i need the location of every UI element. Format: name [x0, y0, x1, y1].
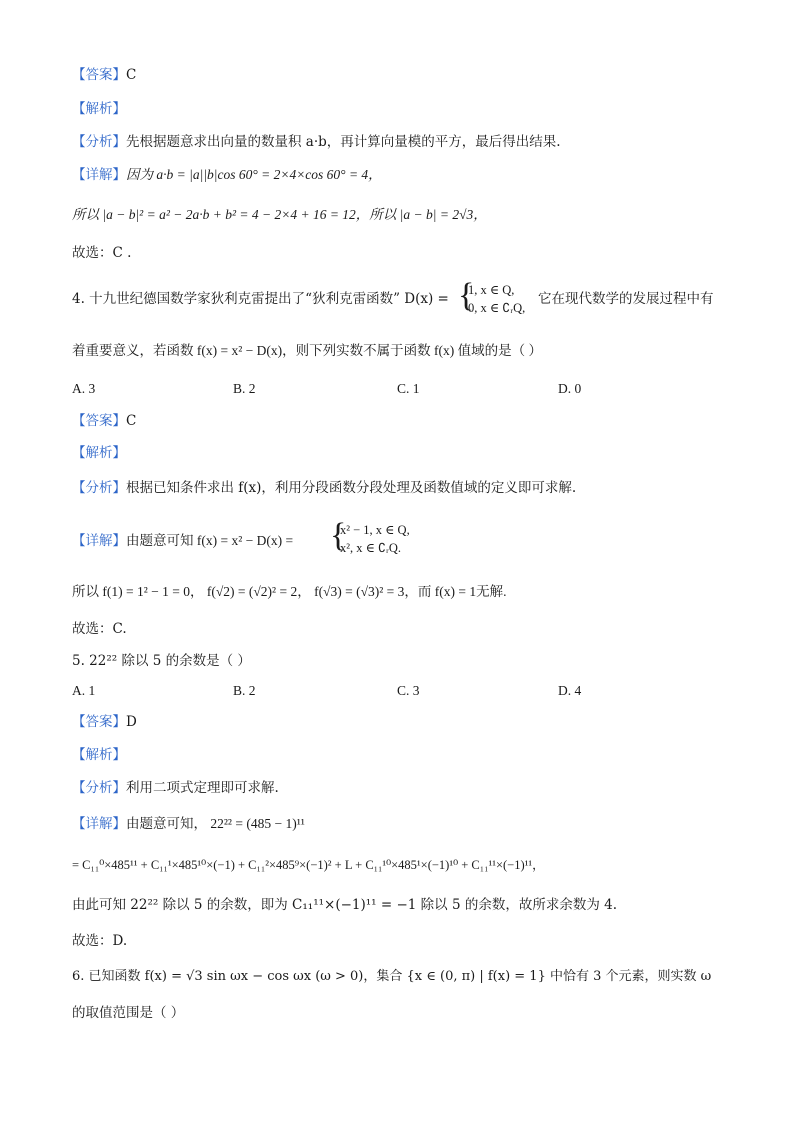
q3-detail2-line: [72, 206, 734, 224]
q5-option-c: C. 3: [397, 683, 420, 698]
piecewise-row-1: 1, x ∈ Q,: [468, 283, 515, 297]
q3-detail-line: [72, 166, 734, 184]
q3-detail2-text: 所以 |a − b|² = a² − 2a·b + b² = 4 − 2×4 + 16 = 12，所以 |a − b| = 2√3，: [72, 207, 487, 222]
piecewise-row-2: 0, x ∈ ∁ᵣQ,: [468, 301, 526, 315]
q4-detail-a: 由题意可知 f(x) = x² − D(x) =: [126, 533, 294, 548]
q5-answer: D: [126, 714, 137, 730]
q4-detail-line: 【详解】由题意可知 f(x) = x² − D(x) =: [72, 533, 294, 549]
q4-option-a: A. 3: [72, 381, 96, 396]
answer-label: 【答案】: [72, 67, 126, 83]
q5-option-b: B. 2: [233, 683, 256, 698]
q4-stem-line2: [72, 342, 734, 360]
q5-answer-line: 【答案】D: [72, 714, 137, 730]
q4-fenxi-line: 【分析】根据已知条件求出 f(x)，利用分段函数分段处理及函数值域的定义即可求解.: [72, 480, 577, 496]
q5-detail2-text: 由此可知 22²² 除以 5 的余数，即为 C₁₁¹¹×(−1)¹¹ = −1 除以 5 的余数，故所求余数为 4.: [72, 897, 618, 913]
q4-stem-a: 4. 十九世纪德国数学家狄利克雷提出了“狄利克雷函数” D(x) =: [72, 291, 449, 307]
q5-expansion: = C₁₁⁰×485¹¹ + C₁₁¹×485¹⁰×(−1) + C₁₁²×485⁹×(−1)² + L + C₁₁¹⁰×485¹×(−1)¹⁰ + C₁₁¹¹×(−1)¹¹，: [72, 858, 545, 872]
q5-detail-line: 【详解】由题意可知， 22²² = (485 − 1)¹¹: [72, 816, 305, 832]
q4-option-b: B. 2: [233, 381, 256, 396]
q4-answer-line: 【答案】C: [72, 413, 137, 429]
q3-detail-text: 因为 a·b = |a||b|cos 60° = 2×4×cos 60° = 4，: [126, 167, 382, 182]
q4-answer: C: [126, 413, 137, 429]
fenxi-label: 【分析】: [72, 134, 126, 150]
q5-fenxi-text: 利用二项式定理即可求解.: [126, 780, 279, 796]
q3-answer-line: [72, 66, 734, 84]
left-brace: {: [458, 277, 475, 314]
q5-stem-line: [72, 652, 734, 670]
q5-option-d: D. 4: [558, 683, 582, 698]
q3-fenxi-line: [72, 133, 734, 151]
q4-piecewise-f: { x² − 1, x ∈ Q, x², x ∈ ∁ᵣQ.: [330, 517, 410, 555]
q3-answer: C: [126, 67, 137, 83]
q6-stem-line2: [72, 1004, 734, 1022]
q5-option-a: A. 1: [72, 683, 96, 698]
q4-fenxi-text: 根据已知条件求出 f(x)，利用分段函数分段处理及函数值域的定义即可求解.: [126, 480, 577, 496]
q6-stem2: 的取值范围是（ ）: [72, 1005, 185, 1021]
q5-expansion-line: [72, 856, 734, 874]
q4-conclusion: 故选：C.: [72, 621, 127, 637]
q5-detail-text: 由题意可知， 22²² = (485 − 1)¹¹: [126, 816, 305, 831]
q6-stem: 6. 已知函数 f(x) = √3 sin ωx − cos ωx (ω > 0)，集合 {x ∈ (0, π) | f(x) = 1} 中恰有 3 个元素，则实数 ω: [72, 969, 712, 984]
q4-stem-c: 着重要意义，若函数 f(x) = x² − D(x)，则下列实数不属于函数 f(x) 值域的是（ ）: [72, 343, 542, 358]
q3-fenxi-text: 先根据题意求出向量的数量积 a·b，再计算向量模的平方，最后得出结果.: [126, 134, 561, 150]
q4-stem-line1b: 它在现代数学的发展过程中有: [538, 291, 714, 307]
q5-fenxi-line: 【分析】利用二项式定理即可求解.: [72, 780, 279, 796]
q4-option-d: D. 0: [558, 381, 582, 396]
q3-analysis-label: 【解析】: [72, 101, 126, 117]
q3-conclusion: 故选：C .: [72, 245, 132, 261]
q5-stem: 5. 22²² 除以 5 的余数是（ ）: [72, 653, 251, 669]
q4-detail2-line: [72, 583, 734, 601]
q5-detail2-line: [72, 896, 734, 914]
q4-analysis-label: 【解析】: [72, 445, 126, 461]
q4-detail2-text: 所以 f(1) = 1² − 1 = 0， f(√2) = (√2)² = 2， f(√3) = (√3)² = 3，而 f(x) = 1无解.: [72, 584, 507, 599]
q5-conclusion: 故选：D.: [72, 933, 128, 949]
q6-stem-line: [72, 968, 734, 986]
q4-dirichlet-piecewise: [458, 277, 538, 320]
q4-option-c: C. 1: [397, 381, 420, 396]
detail-label: 【详解】: [72, 167, 126, 183]
q5-analysis-label: 【解析】: [72, 747, 126, 763]
